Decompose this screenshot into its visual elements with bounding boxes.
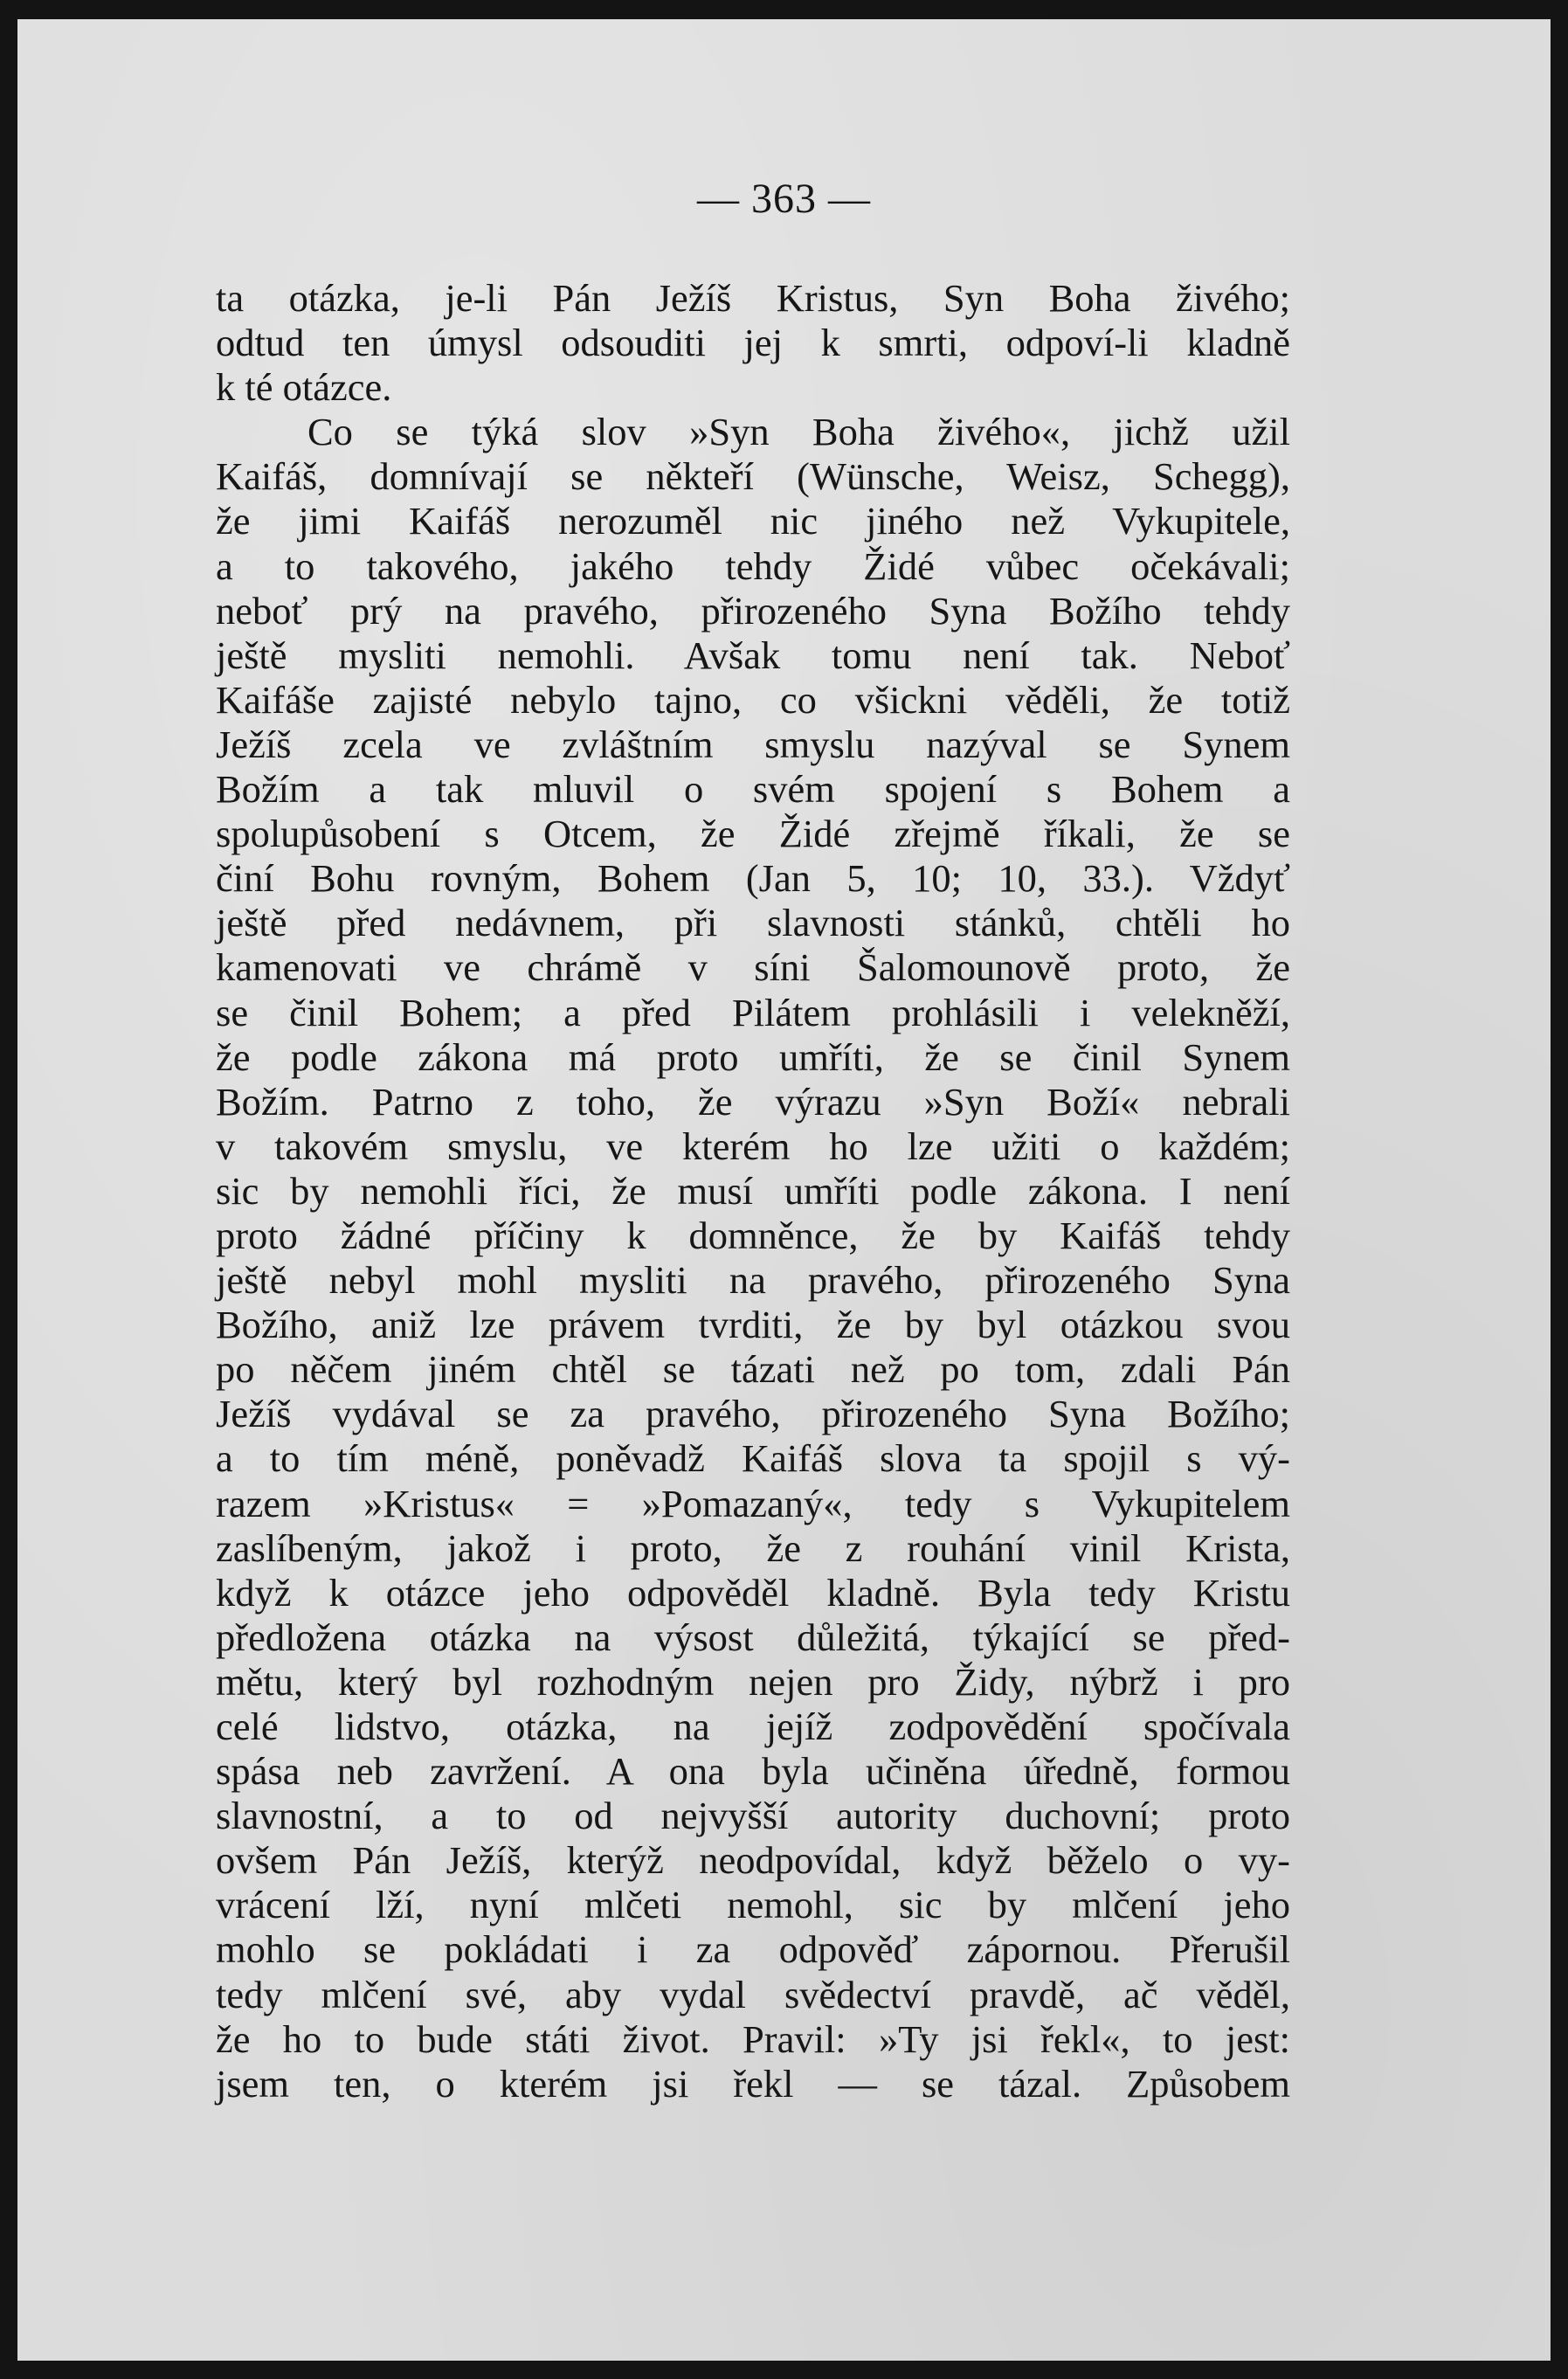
text-line: v takovém smyslu, ve kterém ho lze užiti o každém; <box>216 1124 1290 1168</box>
text-line: razem »Kristus« = »Pomazaný«, tedy s Vykupitelem <box>216 1481 1290 1525</box>
text-line: spolupůsobení s Otcem, že Židé zřejmě říkali, že se <box>216 812 1290 856</box>
text-line: kamenovati ve chrámě v síni Šalomounově proto, že <box>216 945 1290 990</box>
text-line: Kaifáš, domnívají se někteří (Wünsche, Weisz, Schegg), <box>216 454 1290 499</box>
text-line: že jimi Kaifáš nerozuměl nic jiného než Vykupitele, <box>216 499 1290 543</box>
text-line: a to takového, jakého tehdy Židé vůbec očekávali; <box>216 543 1290 588</box>
text-line: činí Bohu rovným, Bohem (Jan 5, 10; 10, 33.). Vždyť <box>216 856 1290 901</box>
text-line: se činil Bohem; a před Pilátem prohlásili i velekněží, <box>216 990 1290 1034</box>
text-line: Kaifáše zajisté nebylo tajno, co všickni věděli, že totiž <box>216 677 1290 722</box>
text-line: odtud ten úmysl odsouditi jej k smrti, odpoví-li kladně <box>216 321 1290 365</box>
text-line: po něčem jiném chtěl se tázati než po tom, zdali Pán <box>216 1347 1290 1392</box>
text-line: Co se týká slov »Syn Boha živého«, jichž užil <box>307 410 1290 454</box>
text-line: jsem ten, o kterém jsi řekl — se tázal. Způsobem <box>216 2061 1290 2106</box>
text-line: spása neb zavržení. A ona byla učiněna úředně, formou <box>216 1749 1290 1794</box>
text-line: tedy mlčení své, aby vydal svědectví pravdě, ač věděl, <box>216 1972 1290 2016</box>
text-line: Božím a tak mluvil o svém spojení s Bohem a <box>216 767 1290 812</box>
text-line: neboť prý na pravého, přirozeného Syna Božího tehdy <box>216 588 1290 633</box>
text-line: že ho to bude státi život. Pravil: »Ty jsi řekl«, to jest: <box>216 2016 1290 2061</box>
text-line: Božího, aniž lze právem tvrditi, že by byl otázkou svou <box>216 1303 1290 1347</box>
text-line: a to tím méně, poněvadž Kaifáš slova ta spojil s vý- <box>216 1436 1290 1481</box>
text-line: když k otázce jeho odpověděl kladně. Byla tedy Kristu <box>216 1570 1290 1615</box>
text-line: mětu, který byl rozhodným nejen pro Židy, nýbrž i pro <box>216 1659 1290 1704</box>
text-line: Ježíš vydával se za pravého, přirozeného Syna Božího; <box>216 1392 1290 1436</box>
text-line: předložena otázka na výsost důležitá, týkající se před- <box>216 1615 1290 1659</box>
text-line: proto žádné příčiny k domněnce, že by Kaifáš tehdy <box>216 1213 1290 1257</box>
text-line: ovšem Pán Ježíš, kterýž neodpovídal, když běželo o vy- <box>216 1838 1290 1883</box>
text-line: ještě nebyl mohl mysliti na pravého, přirozeného Syna <box>216 1258 1290 1303</box>
text-line: sic by nemohli říci, že musí umříti podle zákona. I není <box>216 1168 1290 1213</box>
text-line: že podle zákona má proto umříti, že se činil Synem <box>216 1034 1290 1079</box>
text-line: ještě mysliti nemohli. Avšak tomu není tak. Neboť <box>216 633 1290 677</box>
text-line: k té otázce. <box>216 365 392 410</box>
text-line: mohlo se pokládati i za odpověď zápornou. Přerušil <box>216 1927 1290 1972</box>
text-line: zaslíbeným, jakož i proto, že z rouhání vinil Krista, <box>216 1525 1290 1570</box>
text-line: Božím. Patrno z toho, že výrazu »Syn Boží« nebrali <box>216 1079 1290 1124</box>
text-line: celé lidstvo, otázka, na jejíž zodpovědění spočívala <box>216 1705 1290 1748</box>
text-line: vrácení lží, nyní mlčeti nemohl, sic by mlčení jeho <box>216 1883 1290 1927</box>
text-line: ta otázka, je-li Pán Ježíš Kristus, Syn Boha živého; <box>216 276 1290 320</box>
text-line: Ježíš zcela ve zvláštním smyslu nazýval se Synem <box>216 722 1290 766</box>
text-line: ještě před nedávnem, při slavnosti stánků, chtěli ho <box>216 901 1290 945</box>
page-number: — 363 — <box>697 176 871 222</box>
text-line: slavnostní, a to od nejvyšší autority duchovní; proto <box>216 1794 1290 1838</box>
body-text <box>216 276 1290 2106</box>
